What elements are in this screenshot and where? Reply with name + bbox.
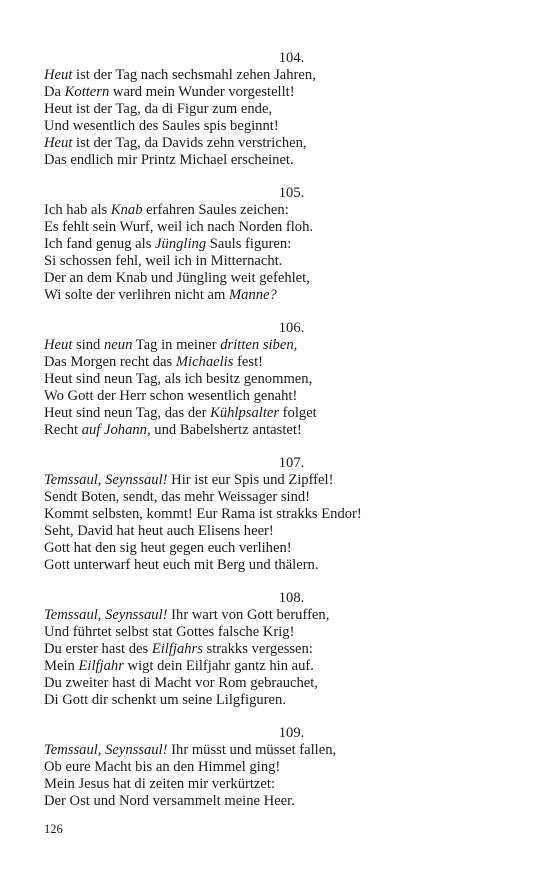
italic-text: Michaelis bbox=[175, 354, 234, 370]
stanza bbox=[44, 50, 514, 169]
text-segment: Wi solte der verlihren nicht am bbox=[44, 287, 230, 303]
verse-line bbox=[44, 523, 514, 540]
verse-line bbox=[44, 692, 514, 709]
text-segment: Seht, David hat heut auch Elisens heer! bbox=[44, 523, 274, 539]
text-segment: Recht bbox=[44, 422, 82, 438]
stanza-number: 105. bbox=[278, 185, 305, 201]
verse-line bbox=[44, 675, 514, 692]
verse-line bbox=[44, 607, 514, 624]
stanza bbox=[44, 320, 514, 439]
text-segment: wigt dein Eilfjahr gantz hin auf. bbox=[123, 658, 314, 674]
text-segment: ward mein Wunder vorgestellt! bbox=[109, 84, 295, 100]
text-segment: Und wesentlich des Saules spis beginnt! bbox=[44, 118, 279, 134]
text-segment: Heut ist der Tag, da di Figur zum ende, bbox=[44, 101, 273, 117]
text-segment: Sendt Boten, sendt, das mehr Weissager sind! bbox=[44, 489, 311, 505]
italic-text: Temssaul, Seynssaul! bbox=[44, 472, 168, 488]
text-segment: strakks vergessen: bbox=[202, 641, 313, 657]
text-segment: Ihr müsst und müsset fallen, bbox=[167, 742, 337, 758]
stanza-number: 104. bbox=[278, 50, 305, 66]
verse-line bbox=[44, 658, 514, 675]
verse-line bbox=[44, 337, 514, 354]
italic-text: Kottern bbox=[64, 84, 110, 100]
italic-text: Kühlpsalter bbox=[210, 405, 280, 421]
text-segment: Es fehlt sein Wurf, weil ich nach Norden floh. bbox=[44, 219, 314, 235]
text-segment: Du zweiter hast di Macht vor Rom gebrauchet, bbox=[44, 675, 318, 691]
italic-text: Knab bbox=[110, 202, 143, 218]
stanza-number: 107. bbox=[278, 455, 305, 471]
verse-line bbox=[44, 371, 514, 388]
verse-line bbox=[44, 472, 514, 489]
verse-line bbox=[44, 624, 514, 641]
verse-line bbox=[44, 135, 514, 152]
stanza bbox=[44, 185, 514, 304]
verse-line bbox=[44, 405, 514, 422]
text-segment: fest! bbox=[233, 354, 264, 370]
stanza bbox=[44, 590, 514, 709]
stanza-number: 108. bbox=[278, 590, 305, 606]
text-segment: Das endlich mir Printz Michael erscheinet. bbox=[44, 152, 294, 168]
text-segment: Der Ost und Nord versammelt meine Heer. bbox=[44, 793, 295, 809]
text-segment: folget bbox=[279, 405, 317, 421]
verse-line bbox=[44, 489, 514, 506]
text-segment: Sauls figuren: bbox=[206, 236, 292, 252]
verse-line bbox=[44, 506, 514, 523]
verse-line bbox=[44, 67, 514, 84]
italic-text: Eilfjahr bbox=[78, 658, 124, 674]
text-segment: Ich fand genug als bbox=[44, 236, 156, 252]
verse-line bbox=[44, 253, 514, 270]
text-segment: Kommt selbsten, kommt! Eur Rama ist strakks Endor! bbox=[44, 506, 362, 522]
italic-text: Jüngling bbox=[155, 236, 207, 252]
verse-line bbox=[44, 540, 514, 557]
text-segment: Gott unterwarf heut euch mit Berg und thälern. bbox=[44, 557, 319, 573]
page-number: 126 bbox=[44, 822, 63, 836]
text-segment: Heut sind neun Tag, als ich besitz genommen, bbox=[44, 371, 313, 387]
verse-line bbox=[44, 236, 514, 253]
text-segment: erfahren Saules zeichen: bbox=[142, 202, 289, 218]
text-segment: und Babelshertz antastet! bbox=[150, 422, 302, 438]
italic-text: Temssaul, Seynssaul! bbox=[44, 607, 168, 623]
poem-body bbox=[44, 50, 514, 826]
verse-line bbox=[44, 287, 514, 304]
verse-line bbox=[44, 793, 514, 810]
text-segment: Du erster hast des bbox=[44, 641, 152, 657]
italic-text: Manne? bbox=[229, 287, 277, 303]
text-segment: Mein bbox=[44, 658, 79, 674]
text-segment: Ihr wart von Gott beruffen, bbox=[167, 607, 330, 623]
italic-text: neun bbox=[104, 337, 133, 353]
stanza-number: 106. bbox=[278, 320, 305, 336]
verse-line bbox=[44, 219, 514, 236]
stanza bbox=[44, 455, 514, 574]
text-segment: Gott hat den sig heut gegen euch verlihen! bbox=[44, 540, 292, 556]
text-segment: Mein Jesus hat di zeiten mir verkürtzet: bbox=[44, 776, 275, 792]
text-segment: Hir ist eur Spis und Zipffel! bbox=[167, 472, 334, 488]
stanza-number: 109. bbox=[278, 725, 305, 741]
text-segment: Heut sind neun Tag, das der bbox=[44, 405, 211, 421]
text-segment: Ob eure Macht bis an den Himmel ging! bbox=[44, 759, 281, 775]
text-segment: Tag in meiner bbox=[132, 337, 221, 353]
verse-line bbox=[44, 422, 514, 439]
text-segment: Da bbox=[44, 84, 65, 100]
text-segment: Das Morgen recht das bbox=[44, 354, 176, 370]
verse-line bbox=[44, 742, 514, 759]
verse-line bbox=[44, 202, 514, 219]
text-segment: Di Gott dir schenkt um seine Lilgfiguren. bbox=[44, 692, 286, 708]
stanza bbox=[44, 725, 514, 810]
italic-text: Heut bbox=[44, 337, 73, 353]
verse-line bbox=[44, 759, 514, 776]
text-segment: Si schossen fehl, weil ich in Mitternacht. bbox=[44, 253, 283, 269]
text-segment: Und führtet selbst stat Gottes falsche Krig! bbox=[44, 624, 295, 640]
verse-line bbox=[44, 354, 514, 371]
text-segment: Ich hab als bbox=[44, 202, 111, 218]
italic-text: Eilfjahrs bbox=[151, 641, 203, 657]
verse-line bbox=[44, 557, 514, 574]
italic-text: Temssaul, Seynssaul! bbox=[44, 742, 168, 758]
text-segment: Wo Gott der Herr schon wesentlich genaht! bbox=[44, 388, 298, 404]
verse-line bbox=[44, 118, 514, 135]
italic-text: Heut bbox=[44, 67, 73, 83]
verse-line bbox=[44, 388, 514, 405]
italic-text: Heut bbox=[44, 135, 73, 151]
verse-line bbox=[44, 101, 514, 118]
verse-line bbox=[44, 152, 514, 169]
verse-line bbox=[44, 641, 514, 658]
italic-text: auf Johann, bbox=[81, 422, 151, 438]
italic-text: dritten siben, bbox=[220, 337, 298, 353]
text-segment: ist der Tag, da Davids zehn verstrichen, bbox=[72, 135, 307, 151]
verse-line bbox=[44, 84, 514, 101]
text-segment: ist der Tag nach sechsmahl zehen Jahren, bbox=[72, 67, 316, 83]
verse-line bbox=[44, 270, 514, 287]
text-segment: sind bbox=[72, 337, 104, 353]
verse-line bbox=[44, 776, 514, 793]
text-segment: Der an dem Knab und Jüngling weit gefehlet, bbox=[44, 270, 310, 286]
